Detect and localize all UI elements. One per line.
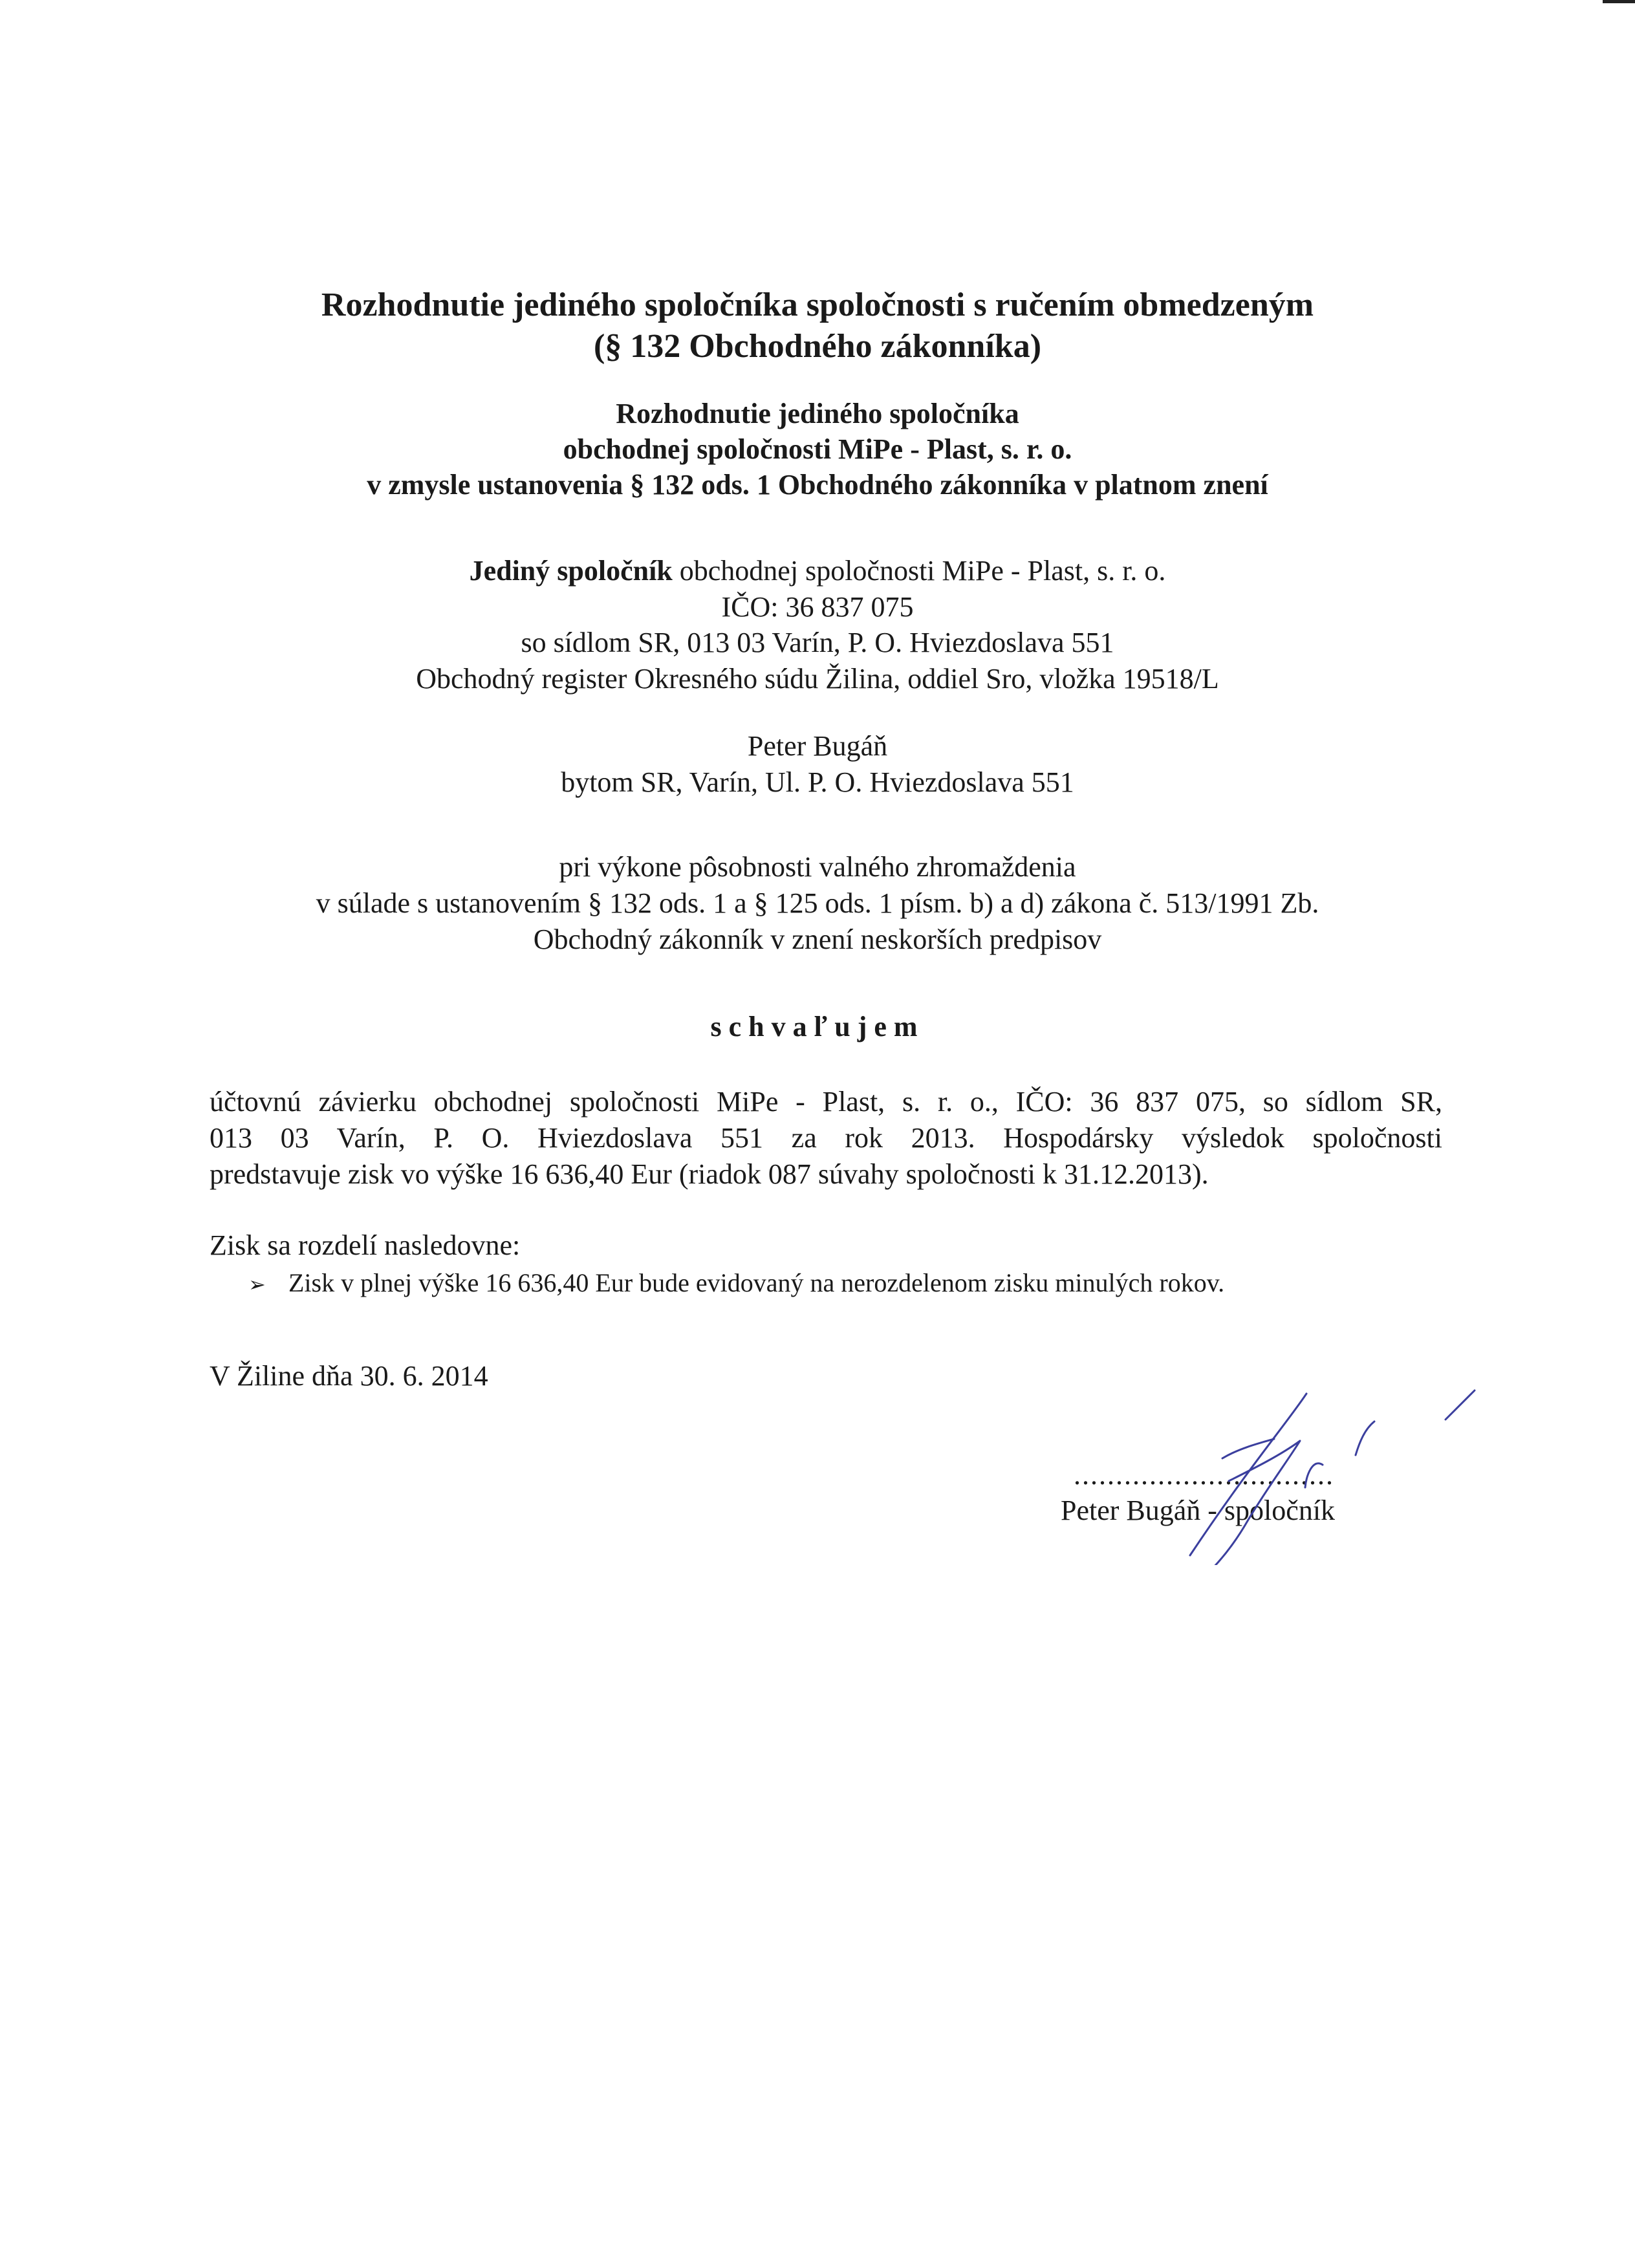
document-title: Rozhodnutie jediného spoločníka spoločnosti s ručením obmedzeným — [321, 286, 1314, 323]
decision-company: obchodnej spoločnosti MiPe - Plast, s. r. o. — [563, 433, 1072, 465]
signatory-name: Peter Bugáň - spoločník — [1061, 1495, 1336, 1526]
decision-heading: Rozhodnutie jediného spoločníka — [616, 398, 1019, 429]
document-title-line2: (§ 132 Obchodného zákonníka) — [593, 328, 1042, 365]
profit-item-text: Zisk v plnej výške 16 636,40 Eur bude evidovaný na nerozdelenom zisku minulých rokov. — [288, 1268, 1225, 1297]
company-ico: IČO: 36 837 075 — [721, 591, 914, 623]
company-seat: so sídlom SR, 013 03 Varín, P. O. Hviezdoslava 551 — [521, 627, 1114, 658]
authority-line1: pri výkone pôsobnosti valného zhromaždenia — [559, 851, 1076, 883]
authority-line3: Obchodný zákonník v znení neskorších predpisov — [533, 923, 1102, 955]
company-lead-rest: obchodnej spoločnosti MiPe - Plast, s. r. o. — [672, 555, 1166, 587]
handwritten-signature — [1125, 1384, 1488, 1565]
company-register: Obchodný register Okresného súdu Žilina, oddiel Sro, vložka 19518/L — [416, 663, 1219, 695]
approval-line2: 013 03 Varín, P. O. Hviezdoslava 551 za rok 2013. Hospodársky výsledok spoločnosti — [210, 1122, 1442, 1154]
company-lead-bold: Jediný spoločník — [469, 555, 673, 587]
signature-line: ............................... — [1074, 1459, 1334, 1491]
decision-word: schvaľujem — [710, 1011, 925, 1042]
arrow-bullet-icon: ➢ — [248, 1272, 266, 1297]
approval-paragraph — [210, 1084, 1442, 1193]
decision-legal-basis: v zmysle ustanovenia § 132 ods. 1 Obchodného zákonníka v platnom znení — [367, 469, 1268, 501]
place-date: V Žiline dňa 30. 6. 2014 — [210, 1360, 488, 1392]
company-lead — [0, 553, 1635, 589]
list-item — [248, 1266, 1224, 1301]
authority-line2: v súlade s ustanovením § 132 ods. 1 a § 125 ods. 1 písm. b) a d) zákona č. 513/1991 Zb. — [316, 887, 1319, 919]
approval-line1: účtovnú závierku obchodnej spoločnosti MiPe - Plast, s. r. o., IČO: 36 837 075, so sídlom SR, — [210, 1086, 1442, 1118]
partner-address: bytom SR, Varín, Ul. P. O. Hviezdoslava 551 — [561, 766, 1074, 798]
profit-intro: Zisk sa rozdelí nasledovne: — [210, 1229, 521, 1261]
scan-edge-mark — [1603, 0, 1635, 3]
partner-name: Peter Bugáň — [747, 730, 888, 762]
approval-line3: predstavuje zisk vo výške 16 636,40 Eur (riadok 087 súvahy spoločnosti k 31.12.2013). — [210, 1158, 1209, 1190]
